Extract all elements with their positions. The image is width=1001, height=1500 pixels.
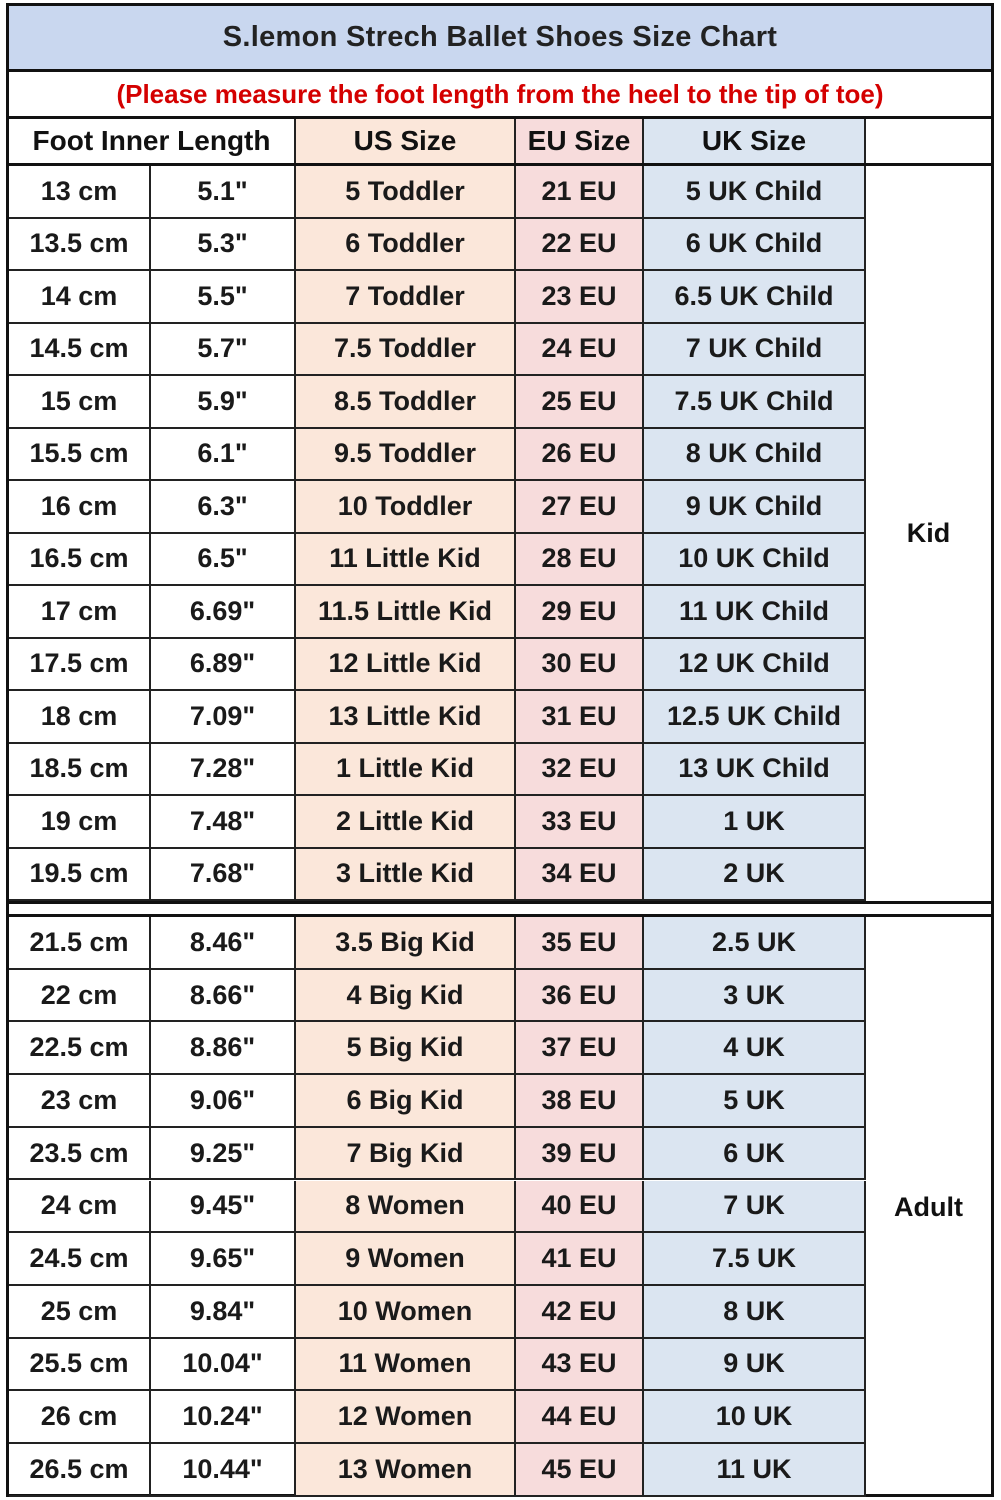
table-row — [9, 429, 866, 482]
table-row — [9, 1128, 866, 1181]
foot-cm-cell: 15 cm — [9, 376, 151, 427]
foot-inch-cell: 10.44" — [151, 1444, 296, 1495]
eu-size-cell: 40 EU — [516, 1181, 644, 1232]
size-chart — [6, 3, 994, 1497]
eu-size-cell: 31 EU — [516, 691, 644, 742]
foot-inch-cell: 6.5" — [151, 534, 296, 585]
us-size-cell: 3.5 Big Kid — [296, 917, 516, 968]
table-row — [9, 744, 866, 797]
foot-inch-cell: 8.86" — [151, 1022, 296, 1073]
foot-cm-cell: 25 cm — [9, 1286, 151, 1337]
group-label-adult: Adult — [894, 1191, 963, 1222]
foot-cm-cell: 22 cm — [9, 970, 151, 1021]
us-size-cell: 7 Toddler — [296, 271, 516, 322]
uk-size-cell: 8 UK — [644, 1286, 866, 1337]
us-size-cell: 11 Little Kid — [296, 534, 516, 585]
table-row — [9, 691, 866, 744]
foot-cm-cell: 19.5 cm — [9, 849, 151, 900]
table-row — [9, 1444, 866, 1497]
foot-cm-cell: 18 cm — [9, 691, 151, 742]
uk-size-cell: 9 UK — [644, 1339, 866, 1390]
foot-inch-cell: 9.65" — [151, 1233, 296, 1284]
foot-cm-cell: 17 cm — [9, 586, 151, 637]
us-size-cell: 6 Toddler — [296, 219, 516, 270]
us-size-cell: 2 Little Kid — [296, 796, 516, 847]
foot-cm-cell: 26 cm — [9, 1391, 151, 1442]
table-row — [9, 534, 866, 587]
foot-inch-cell: 9.25" — [151, 1128, 296, 1179]
foot-cm-cell: 17.5 cm — [9, 639, 151, 690]
foot-cm-cell: 16 cm — [9, 481, 151, 532]
us-size-cell: 8.5 Toddler — [296, 376, 516, 427]
foot-cm-cell: 22.5 cm — [9, 1022, 151, 1073]
eu-size-cell: 29 EU — [516, 586, 644, 637]
table-row — [9, 1339, 866, 1392]
table-row — [9, 481, 866, 534]
table-row — [9, 1391, 866, 1444]
foot-cm-cell: 25.5 cm — [9, 1339, 151, 1390]
eu-size-cell: 32 EU — [516, 744, 644, 795]
eu-size-cell: 33 EU — [516, 796, 644, 847]
us-size-cell: 9 Women — [296, 1233, 516, 1284]
uk-size-cell: 11 UK — [644, 1444, 866, 1495]
table-row — [9, 219, 866, 272]
foot-inch-cell: 8.66" — [151, 970, 296, 1021]
uk-size-cell: 7.5 UK — [644, 1233, 866, 1284]
uk-size-cell: 4 UK — [644, 1022, 866, 1073]
us-size-cell: 13 Little Kid — [296, 691, 516, 742]
foot-cm-cell: 15.5 cm — [9, 429, 151, 480]
foot-inch-cell: 6.3" — [151, 481, 296, 532]
us-size-cell: 1 Little Kid — [296, 744, 516, 795]
us-size-cell: 8 Women — [296, 1181, 516, 1232]
eu-size-cell: 44 EU — [516, 1391, 644, 1442]
foot-inch-cell: 5.1" — [151, 166, 296, 217]
us-size-cell: 5 Big Kid — [296, 1022, 516, 1073]
eu-size-cell: 38 EU — [516, 1075, 644, 1126]
table-row — [9, 917, 866, 970]
foot-inch-cell: 5.3" — [151, 219, 296, 270]
uk-size-cell: 12.5 UK Child — [644, 691, 866, 742]
table-row — [9, 166, 866, 219]
uk-size-cell: 10 UK Child — [644, 534, 866, 585]
chart-title: S.lemon Strech Ballet Shoes Size Chart — [9, 6, 991, 72]
us-size-cell: 6 Big Kid — [296, 1075, 516, 1126]
foot-inch-cell: 10.24" — [151, 1391, 296, 1442]
eu-size-cell: 45 EU — [516, 1444, 644, 1495]
eu-size-cell: 43 EU — [516, 1339, 644, 1390]
uk-size-cell: 10 UK — [644, 1391, 866, 1442]
eu-size-cell: 24 EU — [516, 324, 644, 375]
foot-cm-cell: 13 cm — [9, 166, 151, 217]
foot-inch-cell: 6.1" — [151, 429, 296, 480]
eu-size-cell: 23 EU — [516, 271, 644, 322]
eu-size-cell: 30 EU — [516, 639, 644, 690]
measure-note: (Please measure the foot length from the heel to the tip of toe) — [9, 72, 991, 119]
us-size-cell: 5 Toddler — [296, 166, 516, 217]
table-row — [9, 1022, 866, 1075]
eu-size-cell: 36 EU — [516, 970, 644, 1021]
eu-size-cell: 41 EU — [516, 1233, 644, 1284]
us-size-cell: 3 Little Kid — [296, 849, 516, 900]
foot-inch-cell: 7.48" — [151, 796, 296, 847]
table-row — [9, 1075, 866, 1128]
foot-cm-cell: 21.5 cm — [9, 917, 151, 968]
foot-inch-cell: 9.84" — [151, 1286, 296, 1337]
foot-inch-cell: 7.68" — [151, 849, 296, 900]
uk-size-cell: 5 UK — [644, 1075, 866, 1126]
foot-inch-cell: 5.5" — [151, 271, 296, 322]
row-divider — [9, 1495, 866, 1497]
table-row — [9, 271, 866, 324]
uk-size-cell: 12 UK Child — [644, 639, 866, 690]
us-size-cell: 12 Little Kid — [296, 639, 516, 690]
table-row — [9, 1233, 866, 1286]
uk-size-cell: 1 UK — [644, 796, 866, 847]
eu-size-cell: 22 EU — [516, 219, 644, 270]
foot-cm-cell: 24.5 cm — [9, 1233, 151, 1284]
uk-size-cell: 2 UK — [644, 849, 866, 900]
uk-size-cell: 8 UK Child — [644, 429, 866, 480]
us-size-cell: 10 Toddler — [296, 481, 516, 532]
table-row — [9, 586, 866, 639]
uk-size-cell: 7 UK — [644, 1181, 866, 1232]
foot-inch-cell: 8.46" — [151, 917, 296, 968]
foot-inch-cell: 10.04" — [151, 1339, 296, 1390]
eu-size-cell: 42 EU — [516, 1286, 644, 1337]
us-size-cell: 13 Women — [296, 1444, 516, 1495]
foot-inch-cell: 5.7" — [151, 324, 296, 375]
us-size-cell: 7.5 Toddler — [296, 324, 516, 375]
table-row — [9, 376, 866, 429]
us-size-cell: 10 Women — [296, 1286, 516, 1337]
us-size-cell: 12 Women — [296, 1391, 516, 1442]
header-us-size: US Size — [296, 119, 516, 163]
eu-size-cell: 28 EU — [516, 534, 644, 585]
us-size-cell: 9.5 Toddler — [296, 429, 516, 480]
eu-size-cell: 26 EU — [516, 429, 644, 480]
foot-inch-cell: 5.9" — [151, 376, 296, 427]
foot-inch-cell: 7.09" — [151, 691, 296, 742]
uk-size-cell: 6 UK — [644, 1128, 866, 1179]
eu-size-cell: 27 EU — [516, 481, 644, 532]
foot-inch-cell: 6.89" — [151, 639, 296, 690]
table-row — [9, 796, 866, 849]
header-foot-length: Foot Inner Length — [9, 119, 296, 163]
header-uk-size: UK Size — [644, 119, 866, 163]
foot-cm-cell: 23 cm — [9, 1075, 151, 1126]
uk-size-cell: 3 UK — [644, 970, 866, 1021]
eu-size-cell: 37 EU — [516, 1022, 644, 1073]
eu-size-cell: 35 EU — [516, 917, 644, 968]
table-row — [9, 1181, 866, 1234]
eu-size-cell: 34 EU — [516, 849, 644, 900]
foot-cm-cell: 16.5 cm — [9, 534, 151, 585]
uk-size-cell: 9 UK Child — [644, 481, 866, 532]
uk-size-cell: 7.5 UK Child — [644, 376, 866, 427]
foot-inch-cell: 6.69" — [151, 586, 296, 637]
foot-inch-cell: 9.45" — [151, 1181, 296, 1232]
foot-cm-cell: 23.5 cm — [9, 1128, 151, 1179]
uk-size-cell: 13 UK Child — [644, 744, 866, 795]
section-separator — [9, 901, 991, 917]
uk-size-cell: 11 UK Child — [644, 586, 866, 637]
uk-size-cell: 6.5 UK Child — [644, 271, 866, 322]
foot-cm-cell: 14.5 cm — [9, 324, 151, 375]
foot-cm-cell: 13.5 cm — [9, 219, 151, 270]
us-size-cell: 11.5 Little Kid — [296, 586, 516, 637]
foot-inch-cell: 9.06" — [151, 1075, 296, 1126]
table-row — [9, 849, 866, 902]
uk-size-cell: 2.5 UK — [644, 917, 866, 968]
table-row — [9, 324, 866, 377]
foot-inch-cell: 7.28" — [151, 744, 296, 795]
eu-size-cell: 21 EU — [516, 166, 644, 217]
group-label-kid: Kid — [906, 518, 951, 548]
us-size-cell: 11 Women — [296, 1339, 516, 1390]
foot-cm-cell: 26.5 cm — [9, 1444, 151, 1495]
uk-size-cell: 5 UK Child — [644, 166, 866, 217]
us-size-cell: 4 Big Kid — [296, 970, 516, 1021]
uk-size-cell: 7 UK Child — [644, 324, 866, 375]
foot-cm-cell: 19 cm — [9, 796, 151, 847]
table-row — [9, 1286, 866, 1339]
header-eu-size: EU Size — [516, 119, 644, 163]
table-row — [9, 639, 866, 692]
foot-cm-cell: 18.5 cm — [9, 744, 151, 795]
uk-size-cell: 6 UK Child — [644, 219, 866, 270]
eu-size-cell: 39 EU — [516, 1128, 644, 1179]
eu-size-cell: 25 EU — [516, 376, 644, 427]
table-row — [9, 970, 866, 1023]
foot-cm-cell: 14 cm — [9, 271, 151, 322]
foot-cm-cell: 24 cm — [9, 1181, 151, 1232]
us-size-cell: 7 Big Kid — [296, 1128, 516, 1179]
